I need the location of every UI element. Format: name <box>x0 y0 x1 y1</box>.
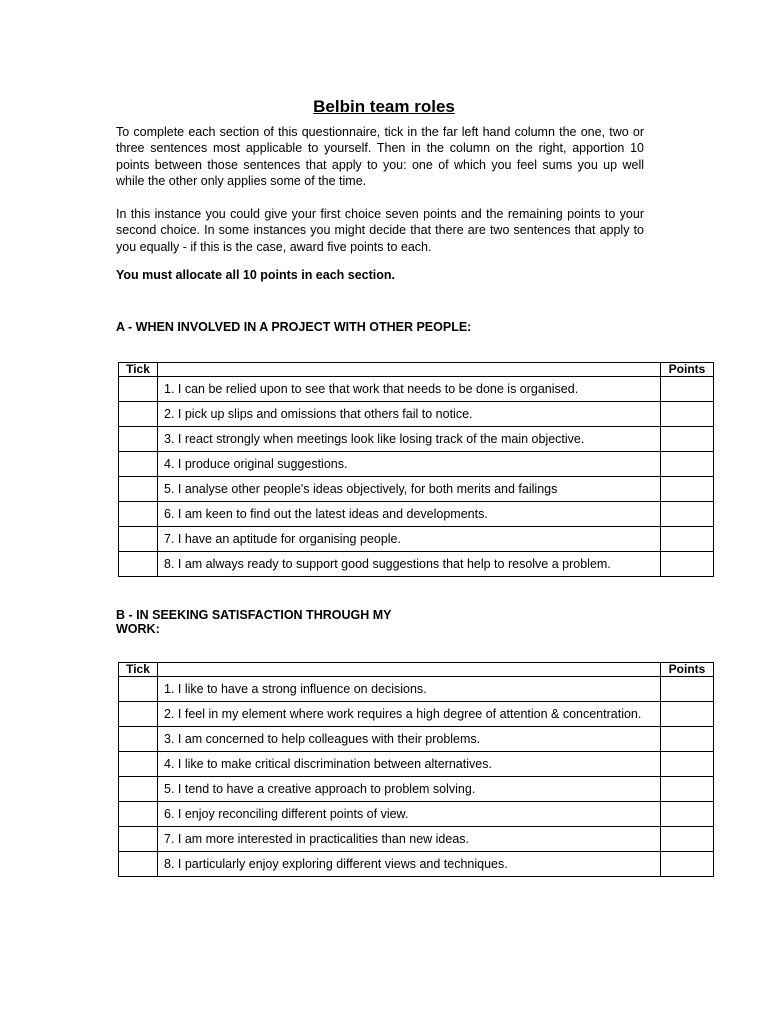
page-title: Belbin team roles <box>313 97 455 117</box>
points-cell[interactable] <box>661 777 714 802</box>
statement-cell: 8. I particularly enjoy exploring different views and techniques. <box>158 852 661 877</box>
table-row <box>119 852 714 877</box>
statement-cell: 2. I pick up slips and omissions that others fail to notice. <box>158 402 661 427</box>
table-row <box>119 552 714 577</box>
points-cell[interactable] <box>661 477 714 502</box>
statement-cell: 6. I am keen to find out the latest ideas and developments. <box>158 502 661 527</box>
points-cell[interactable] <box>661 502 714 527</box>
intro-paragraph-2: In this instance you could give your first choice seven points and the remaining points to your second choice. In some instances you might decide that there are two sentences that apply to you equally - if this is the case, award five points to each. <box>116 207 644 254</box>
statement-cell: 4. I like to make critical discrimination between alternatives. <box>158 752 661 777</box>
table-row <box>119 777 714 802</box>
table-row <box>119 677 714 702</box>
tick-cell[interactable] <box>119 452 158 477</box>
tick-cell[interactable] <box>119 702 158 727</box>
table-row <box>119 502 714 527</box>
points-cell[interactable] <box>661 427 714 452</box>
table-row <box>119 427 714 452</box>
section-b-table <box>118 662 714 877</box>
section-a-heading: A - WHEN INVOLVED IN A PROJECT WITH OTHER PEOPLE: <box>116 320 472 334</box>
points-header: Points <box>661 363 714 377</box>
points-cell[interactable] <box>661 677 714 702</box>
statement-cell: 1. I can be relied upon to see that work that needs to be done is organised. <box>158 377 661 402</box>
tick-cell[interactable] <box>119 727 158 752</box>
table-row <box>119 477 714 502</box>
table-row <box>119 702 714 727</box>
section-b-heading: B - IN SEEKING SATISFACTION THROUGH MY WORK: <box>116 608 392 636</box>
statement-cell: 4. I produce original suggestions. <box>158 452 661 477</box>
points-cell[interactable] <box>661 752 714 777</box>
statement-header <box>158 663 661 677</box>
tick-cell[interactable] <box>119 477 158 502</box>
table-row <box>119 752 714 777</box>
statement-cell: 3. I am concerned to help colleagues with their problems. <box>158 727 661 752</box>
section-a-table <box>118 362 714 577</box>
allocation-note: You must allocate all 10 points in each section. <box>116 268 396 282</box>
tick-cell[interactable] <box>119 777 158 802</box>
tick-cell[interactable] <box>119 527 158 552</box>
points-cell[interactable] <box>661 702 714 727</box>
points-cell[interactable] <box>661 377 714 402</box>
intro-paragraph-1: To complete each section of this questionnaire, tick in the far left hand column the one, two or three sentences most applicable to yourself. Then in the column on the right, apportion 10 points between those sentences that apply to you: one of which you feel sums you up well while the other only applies some of the time. <box>116 125 644 188</box>
points-cell[interactable] <box>661 452 714 477</box>
tick-header: Tick <box>119 663 158 677</box>
statement-cell: 2. I feel in my element where work requires a high degree of attention & concentration. <box>158 702 661 727</box>
points-cell[interactable] <box>661 852 714 877</box>
table-row <box>119 377 714 402</box>
statement-cell: 6. I enjoy reconciling different points of view. <box>158 802 661 827</box>
statement-cell: 5. I tend to have a creative approach to problem solving. <box>158 777 661 802</box>
tick-cell[interactable] <box>119 752 158 777</box>
points-cell[interactable] <box>661 827 714 852</box>
tick-cell[interactable] <box>119 502 158 527</box>
statement-cell: 7. I am more interested in practicalities than new ideas. <box>158 827 661 852</box>
points-cell[interactable] <box>661 802 714 827</box>
points-cell[interactable] <box>661 402 714 427</box>
table-row <box>119 452 714 477</box>
tick-cell[interactable] <box>119 802 158 827</box>
statement-cell: 3. I react strongly when meetings look like losing track of the main objective. <box>158 427 661 452</box>
table-row <box>119 527 714 552</box>
points-cell[interactable] <box>661 552 714 577</box>
table-row <box>119 727 714 752</box>
tick-cell[interactable] <box>119 402 158 427</box>
tick-cell[interactable] <box>119 427 158 452</box>
statement-cell: 8. I am always ready to support good suggestions that help to resolve a problem. <box>158 552 661 577</box>
tick-header: Tick <box>119 363 158 377</box>
tick-cell[interactable] <box>119 852 158 877</box>
points-cell[interactable] <box>661 727 714 752</box>
points-header: Points <box>661 663 714 677</box>
statement-cell: 5. I analyse other people's ideas objectively, for both merits and failings <box>158 477 661 502</box>
statement-cell: 7. I have an aptitude for organising people. <box>158 527 661 552</box>
statement-cell: 1. I like to have a strong influence on decisions. <box>158 677 661 702</box>
tick-cell[interactable] <box>119 377 158 402</box>
tick-cell[interactable] <box>119 827 158 852</box>
statement-header <box>158 363 661 377</box>
tick-cell[interactable] <box>119 677 158 702</box>
table-row <box>119 402 714 427</box>
table-row <box>119 827 714 852</box>
table-row <box>119 802 714 827</box>
tick-cell[interactable] <box>119 552 158 577</box>
points-cell[interactable] <box>661 527 714 552</box>
